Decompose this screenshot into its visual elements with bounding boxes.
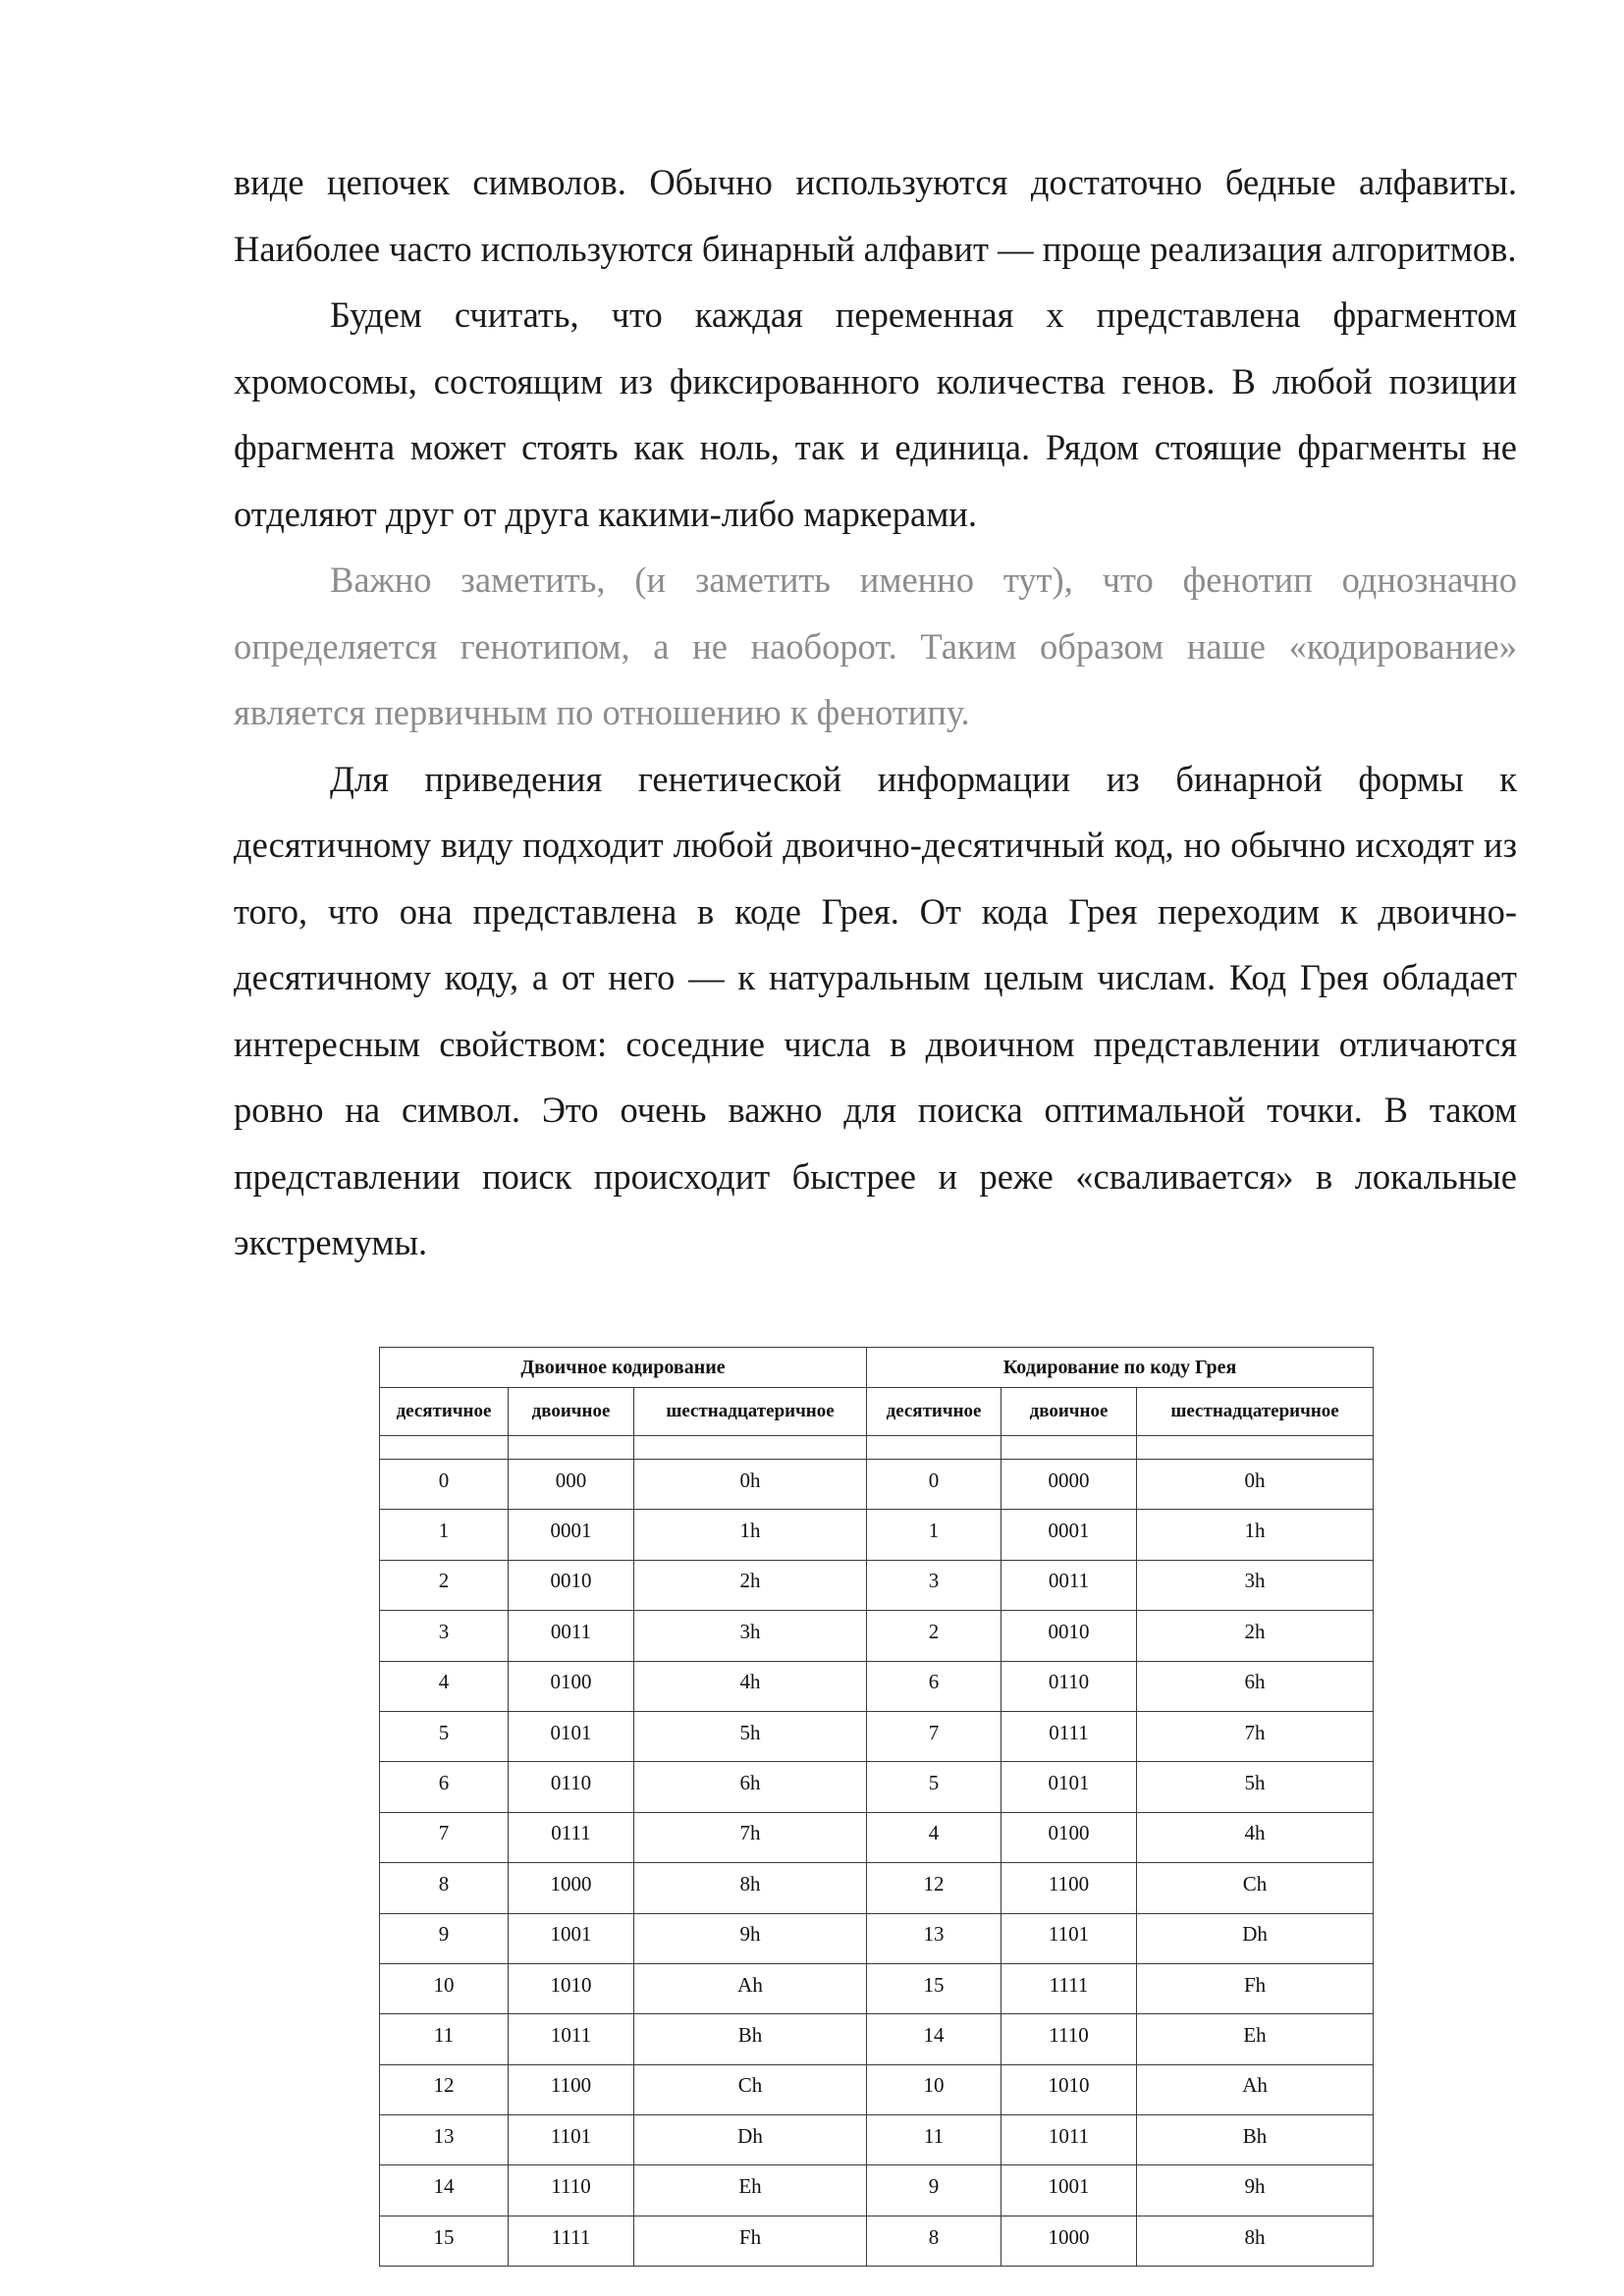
- table-row: [380, 1711, 1374, 1761]
- table-cell: Fh: [1137, 1963, 1374, 2013]
- table-cell: 1011: [1001, 2115, 1137, 2165]
- table-cell: 0h: [634, 1460, 867, 1510]
- table-cell: 8: [380, 1863, 509, 1913]
- table-spacer-row: [380, 1436, 1374, 1460]
- table-cell: 0100: [509, 1661, 634, 1711]
- table-cell: 8: [867, 2216, 1001, 2266]
- column-header: двоичное: [1001, 1388, 1137, 1436]
- table-cell: 9h: [1137, 2165, 1374, 2216]
- paragraph-gray-code: Для приведения генетической информации из бинарной формы к десятичному виду подходит любой двоично-десятичный код, но обычно исходят из того, что она представлена в коде Грея. От кода Грея переходим к двоично-десятичному коду, а от него — к натуральным целым числам. Код Грея обладает интересным свойством: соседние числа в двоичном представлении отличаются ровно на символ. Это очень важно для поиска оптимальной точки. В таком представлении поиск происходит быстрее и реже «сваливается» в локальные экстремумы.: [234, 758, 1517, 1262]
- body-text: [234, 149, 1517, 1276]
- table-cell: 6: [380, 1762, 509, 1812]
- table-cell: 6h: [634, 1762, 867, 1812]
- column-header: шестнадцатеричное: [634, 1388, 867, 1436]
- table-cell: 0101: [1001, 1762, 1137, 1812]
- table-row: [380, 1560, 1374, 1610]
- table-cell: 5h: [1137, 1762, 1374, 1812]
- table-row: [380, 1913, 1374, 1963]
- table-cell: 9: [380, 1913, 509, 1963]
- table-cell: 3h: [1137, 1560, 1374, 1610]
- table-cell: 1001: [509, 1913, 634, 1963]
- table-row: [380, 1460, 1374, 1510]
- table-cell: 1111: [509, 2216, 634, 2266]
- table-row: [380, 2014, 1374, 2064]
- table-cell: 4h: [634, 1661, 867, 1711]
- table-cell: 0011: [1001, 1560, 1137, 1610]
- paragraph-phenotype-note: Важно заметить, (и заметить именно тут), что фенотип однозначно определяется генотипом, а не наоборот. Таким образом наше «кодирование» является первичным по отношению к фенотипу.: [234, 560, 1517, 732]
- table-cell: 2h: [634, 1560, 867, 1610]
- table-cell: Dh: [1137, 1913, 1374, 1963]
- table-cell: 12: [867, 1863, 1001, 1913]
- table-cell: 0010: [509, 1560, 634, 1610]
- table-cell: 1000: [509, 1863, 634, 1913]
- table-cell: 0111: [1001, 1711, 1137, 1761]
- table-cell: 1010: [1001, 2064, 1137, 2114]
- table-cell: 3: [867, 1560, 1001, 1610]
- table-row: [380, 1963, 1374, 2013]
- table-cell: 14: [867, 2014, 1001, 2064]
- table-cell: 1001: [1001, 2165, 1137, 2216]
- table-cell: 7h: [1137, 1711, 1374, 1761]
- table-cell: 13: [380, 2115, 509, 2165]
- table-cell: 1h: [634, 1510, 867, 1560]
- table-cell: 9: [867, 2165, 1001, 2216]
- table-cell: 0001: [509, 1510, 634, 1560]
- table-cell: 1: [380, 1510, 509, 1560]
- table-cell: 5: [380, 1711, 509, 1761]
- table-cell: 1111: [1001, 1963, 1137, 2013]
- table-cell: 12: [380, 2064, 509, 2114]
- table-cell: 0100: [1001, 1812, 1137, 1862]
- table-cell: 000: [509, 1460, 634, 1510]
- table-row: [380, 1661, 1374, 1711]
- table-row: [380, 1812, 1374, 1862]
- table-cell: 2h: [1137, 1611, 1374, 1661]
- table-row: [380, 2115, 1374, 2165]
- column-header: двоичное: [509, 1388, 634, 1436]
- table-cell: Dh: [634, 2115, 867, 2165]
- table-cell: Fh: [634, 2216, 867, 2266]
- column-header: шестнадцатеричное: [1137, 1388, 1374, 1436]
- table-cell: Bh: [1137, 2115, 1374, 2165]
- table-column-header-row: [380, 1388, 1374, 1436]
- table-cell: 0001: [1001, 1510, 1137, 1560]
- table-cell: 7h: [634, 1812, 867, 1862]
- table-cell: 14: [380, 2165, 509, 2216]
- table-cell: 1: [867, 1510, 1001, 1560]
- table-cell: 0110: [509, 1762, 634, 1812]
- table-row: [380, 1863, 1374, 1913]
- table-cell: 1101: [1001, 1913, 1137, 1963]
- table-row: [380, 2216, 1374, 2266]
- table-cell: 2: [867, 1611, 1001, 1661]
- table-cell: 0011: [509, 1611, 634, 1661]
- table-cell: 15: [380, 2216, 509, 2266]
- table-cell: Ah: [1137, 2064, 1374, 2114]
- table-cell: 10: [380, 1963, 509, 2013]
- table-cell: 11: [867, 2115, 1001, 2165]
- table-cell: 5: [867, 1762, 1001, 1812]
- table-cell: 0h: [1137, 1460, 1374, 1510]
- table-cell: 3h: [634, 1611, 867, 1661]
- table-cell: Eh: [634, 2165, 867, 2216]
- table-row: [380, 1762, 1374, 1812]
- table-cell: 11: [380, 2014, 509, 2064]
- paragraph-chromosome-fragment: Будем считать, что каждая переменная х представлена фрагментом хромосомы, состоящим из фиксированного количества генов. В любой позиции фрагмента может стоять как ноль, так и единица. Рядом стоящие фрагменты не отделяют друг от друга какими-либо маркерами.: [234, 294, 1517, 534]
- table-cell: 5h: [634, 1711, 867, 1761]
- table-cell: 0: [380, 1460, 509, 1510]
- table-cell: 4h: [1137, 1812, 1374, 1862]
- table-row: [380, 2064, 1374, 2114]
- table-row: [380, 1510, 1374, 1560]
- table-cell: 10: [867, 2064, 1001, 2114]
- table-row: [380, 2165, 1374, 2216]
- table-cell: 4: [380, 1661, 509, 1711]
- table-cell: 1110: [1001, 2014, 1137, 2064]
- table-cell: 2: [380, 1560, 509, 1610]
- table-cell: 1101: [509, 2115, 634, 2165]
- table-cell: 0010: [1001, 1611, 1137, 1661]
- header-gray-encoding: Кодирование по коду Грея: [867, 1348, 1374, 1388]
- header-binary-encoding: Двоичное кодирование: [380, 1348, 867, 1388]
- table-cell: 0: [867, 1460, 1001, 1510]
- table-cell: 15: [867, 1963, 1001, 2013]
- table-cell: 1100: [1001, 1863, 1137, 1913]
- table-cell: 0111: [509, 1812, 634, 1862]
- table-cell: Bh: [634, 2014, 867, 2064]
- table-cell: 6h: [1137, 1661, 1374, 1711]
- table-cell: Ch: [1137, 1863, 1374, 1913]
- table-cell: Ch: [634, 2064, 867, 2114]
- table-cell: 1110: [509, 2165, 634, 2216]
- table-cell: Ah: [634, 1963, 867, 2013]
- table-cell: 1100: [509, 2064, 634, 2114]
- table-cell: 0101: [509, 1711, 634, 1761]
- table-row: [380, 1611, 1374, 1661]
- table-cell: Eh: [1137, 2014, 1374, 2064]
- table-cell: 6: [867, 1661, 1001, 1711]
- paragraph-alphabet: виде цепочек символов. Обычно используются достаточно бедные алфавиты. Наиболее часто используются бинарный алфавит — проще реализация алгоритмов.: [234, 162, 1517, 269]
- table-cell: 8h: [1137, 2216, 1374, 2266]
- table-cell: 7: [867, 1711, 1001, 1761]
- table-cell: 1010: [509, 1963, 634, 2013]
- table-cell: 0000: [1001, 1460, 1137, 1510]
- table-cell: 1h: [1137, 1510, 1374, 1560]
- column-header: десятичное: [867, 1388, 1001, 1436]
- table-cell: 1000: [1001, 2216, 1137, 2266]
- column-header: десятичное: [380, 1388, 509, 1436]
- table-cell: 7: [380, 1812, 509, 1862]
- table-cell: 3: [380, 1611, 509, 1661]
- encoding-comparison-table: [379, 1347, 1374, 2267]
- table-cell: 13: [867, 1913, 1001, 1963]
- table-cell: 9h: [634, 1913, 867, 1963]
- table-group-header-row: [380, 1348, 1374, 1388]
- table-cell: 8h: [634, 1863, 867, 1913]
- table-cell: 4: [867, 1812, 1001, 1862]
- table-cell: 1011: [509, 2014, 634, 2064]
- table-cell: 0110: [1001, 1661, 1137, 1711]
